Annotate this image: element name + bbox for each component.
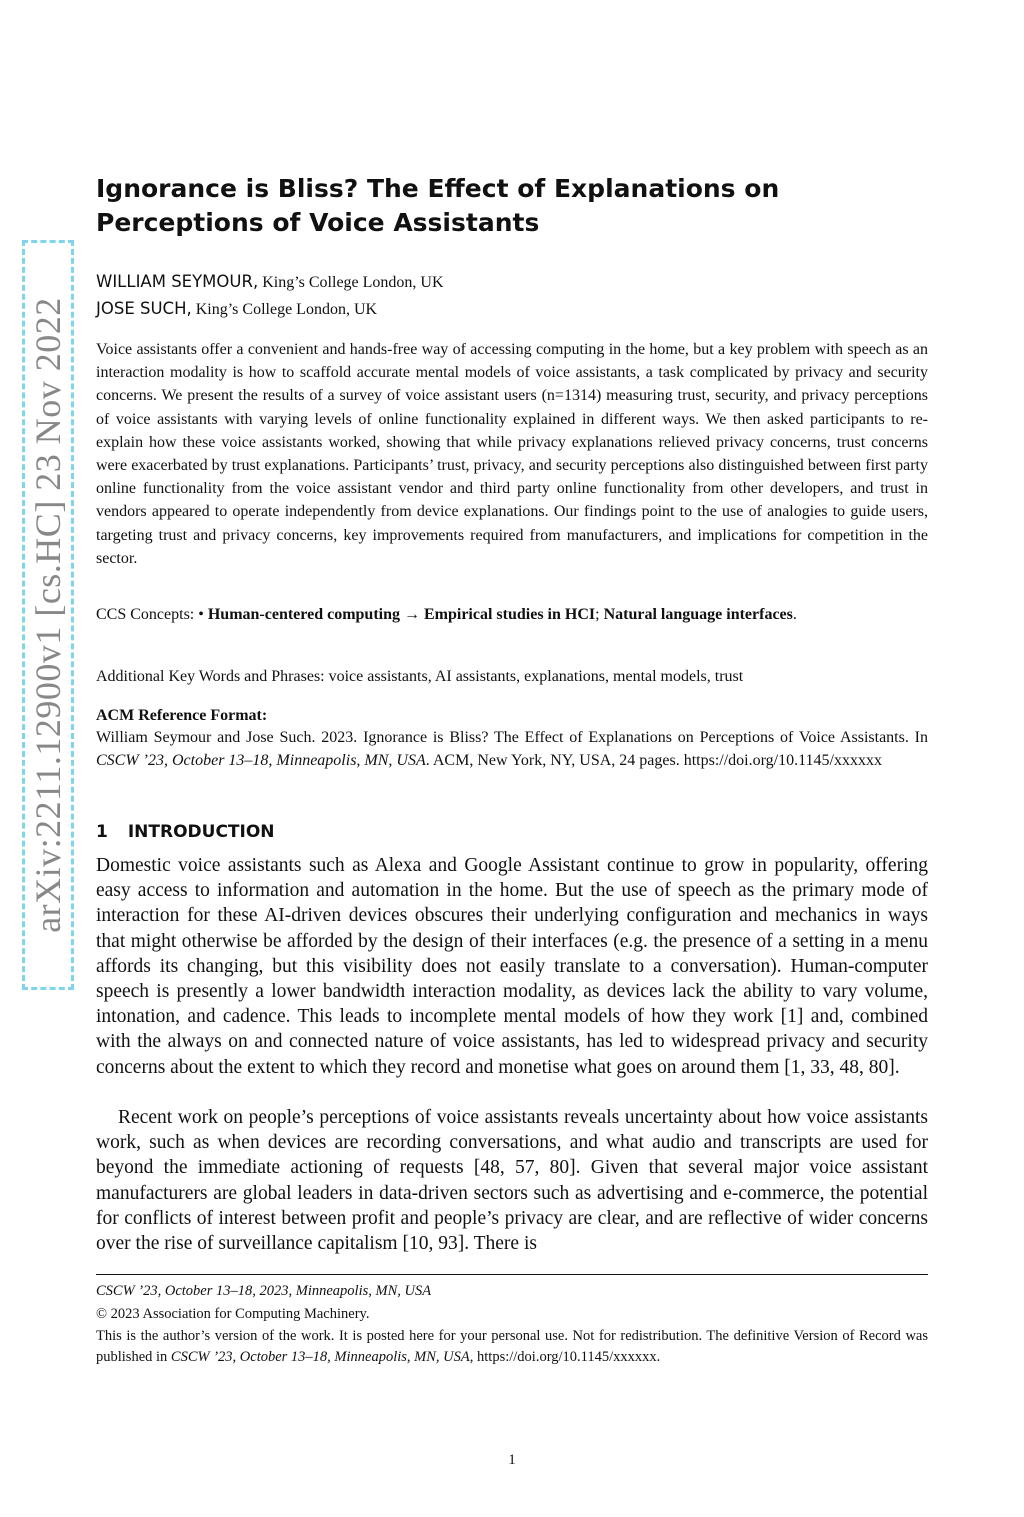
arxiv-identifier: arXiv:2211.12900v1 [cs.HC] 23 Nov 2022 [28,297,68,933]
author-affiliation: King’s College London, UK [262,274,444,291]
acm-reference-heading: ACM Reference Format: [96,707,268,724]
author-line [96,272,444,292]
body-paragraph: Domestic voice assistants such as Alexa and Google Assistant continue to grow in popularity, offering easy access to information and automation in the home. But the use of speech as the primary mode of interaction for these AI-driven devices obscures their underlying configuration and mechanics in ways that might otherwise be afforded by the design of their interfaces (e.g. the presence of a setting in a menu affords its changing, but this visibility does not easily translate to a conversation). Human-computer speech is presently a lower bandwidth interaction modality, as devices lack the ability to vary volume, intonation, and cadence. This leads to incomplete mental models of how they work [1] and, combined with the always on and connected nature of voice assistants, has led to widespread privacy and security concerns about the extent to which they record and monetise what goes on around them [1, 33, 48, 80]. [96,855,928,1078]
body-paragraph: Recent work on people’s perceptions of voice assistants reveals uncertainty about how voice assistants work, such as when devices are recording conversations, and what audio and transcripts are used for beyond the immediate actioning of requests [48, 57, 80]. Given that several major voice assistant manufacturers are global leaders in data-driven sectors such as advertising and e-commerce, the potential for conflicts of interest between profit and people’s privacy are clear, and are reflective of wider concerns over the rise of surveillance capitalism [10, 93]. There is [96,1107,928,1255]
arxiv-stamp [22,240,74,990]
ccs-label: CCS Concepts: • [96,606,204,623]
section-heading [96,822,275,842]
author-affiliation: King’s College London, UK [195,301,378,318]
section-title: INTRODUCTION [127,822,275,842]
page-number: 1 [508,1452,516,1468]
footer-copyright: © 2023 Association for Computing Machinery. [96,1306,370,1322]
abstract: Voice assistants offer a convenient and hands-free way of accessing computing in the home, but a key problem with speech as an interaction modality is how to scaffold accurate mental models of voice assistants, a task complicated by privacy and security concerns. We present the results of a survey of voice assistant users (n=1314) measuring trust, security, and privacy perceptions of voice assistants with varying levels of online functionality explained in different ways. We then asked participants to re-explain how these voice assistants worked, showing that while privacy explanations relieved privacy concerns, trust concerns were exacerbated by trust explanations. Participants’ trust, privacy, and security perceptions also distinguished between first party online functionality from the voice assistant vendor and third party online functionality from other developers, and trust in vendors appeared to operate independently from device explanations. Our findings point to the use of analogies to guide users, targeting trust and privacy concerns, key improvements required from manufacturers, and implications for competition in the sector. [96,341,928,567]
paper-title: Ignorance is Bliss? The Effect of Explanations on Perceptions of Voice Assistants [96,174,780,237]
footer-note: This is the author’s version of the work. It is posted here for your personal use. Not for redistribution. The definitive Version of Record was published in CSCW ’23, October 13–18, Minneapolis, MN, USA, https://doi.org/10.1145/xxxxxx. [96,1328,928,1365]
author-name: WILLIAM SEYMOUR, [96,272,259,291]
footer-venue: CSCW ’23, October 13–18, 2023, Minneapolis, MN, USA [96,1283,432,1299]
author-name: JOSE SUCH, [96,299,192,318]
ccs-concept: Natural language interfaces [603,606,793,623]
footer-divider [96,1274,928,1275]
author-line [96,299,377,319]
acm-reference: William Seymour and Jose Such. 2023. Ignorance is Bliss? The Effect of Explanations on Perceptions of Voice Assistants. In CSCW ’23, October 13–18, Minneapolis, MN, USA. ACM, New York, NY, USA, 24 pages. https://doi.org/10.1145/xxxxxx [96,729,928,770]
ccs-concept: Human-centered computing → Empirical studies in HCI [207,606,596,623]
reference-venue: CSCW ’23, October 13–18, Minneapolis, MN, USA [96,752,426,770]
keywords: Additional Key Words and Phrases: voice assistants, AI assistants, explanations, mental models, trust [96,668,744,685]
section-number: 1 [96,822,108,842]
ccs-concepts: CCS Concepts: • Human-centered computing → Empirical studies in HCI; Natural language interfaces. [96,606,797,623]
